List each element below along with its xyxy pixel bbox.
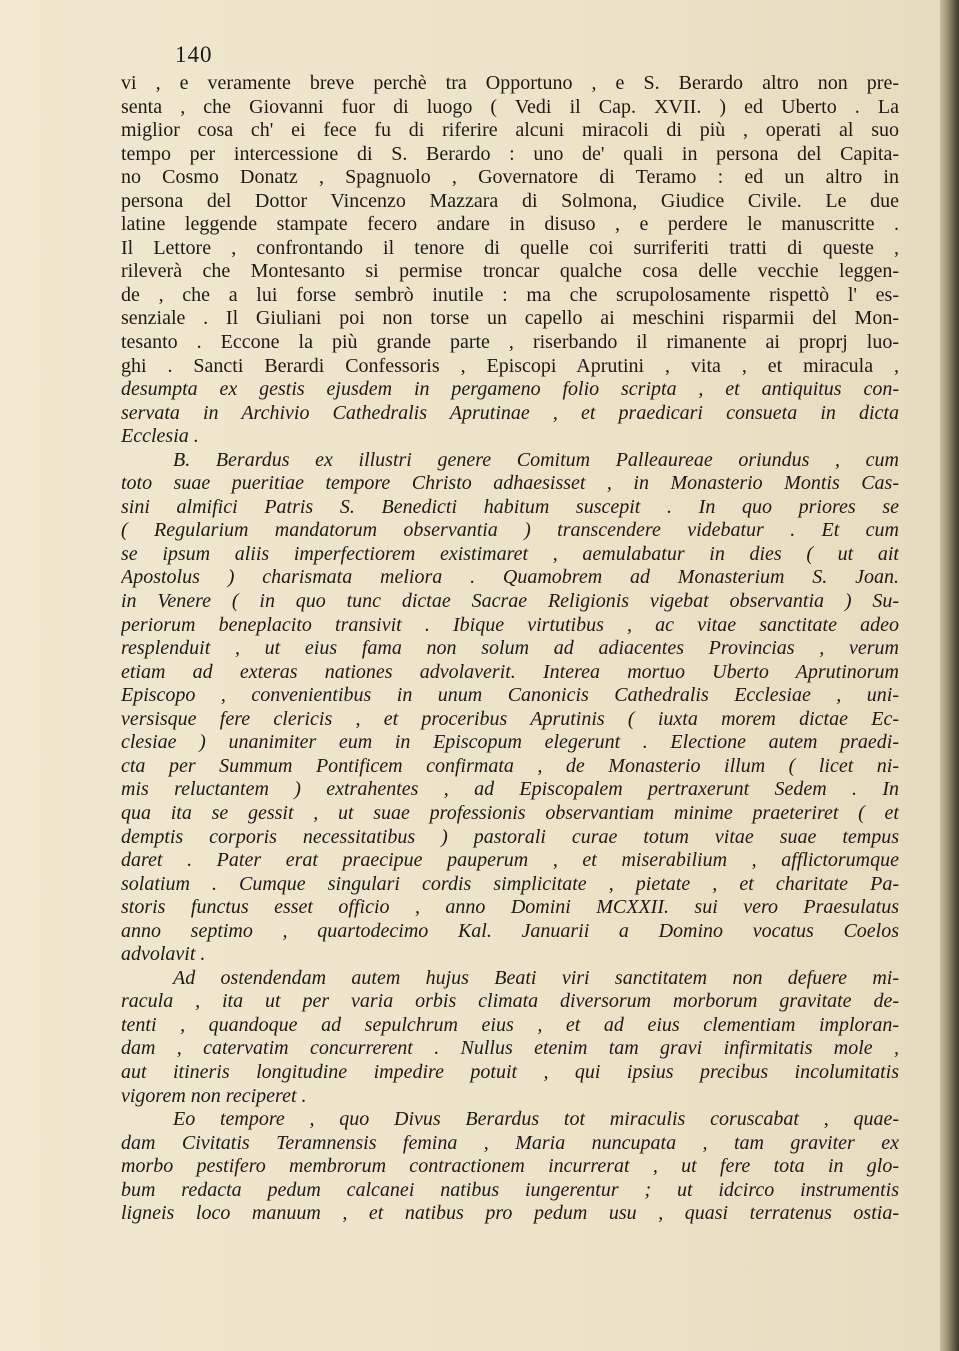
text-line: B. Berardus ex illustri genere Comitum Palleaureae oriundus , cum [173, 448, 899, 471]
text-line: morbo pestifero membrorum contractionem incurrerat , ut fere tota in glo- [121, 1155, 899, 1178]
text-line: Ecclesia . [121, 425, 199, 448]
page-edge-shadow [940, 0, 959, 1351]
text-line: desumpta ex gestis ejusdem in pergameno folio scripta , et antiquitus con- [121, 378, 899, 401]
text-line: versisque fere clericis , et proceribus Aprutinis ( iuxta morem dictae Ec- [121, 707, 899, 730]
text-line: sini almifici Patris S. Benedicti habitum suscepit . In quo priores se [121, 495, 899, 518]
text-line: senta , che Giovanni fuor di luogo ( Vedi il Cap. XVII. ) ed Uberto . La [121, 95, 899, 118]
text-line: tenti , quandoque ad sepulchrum eius , et ad eius clementiam imploran- [121, 1013, 899, 1036]
text-line: racula , ita ut per varia orbis climata diversorum morborum gravitate de- [121, 990, 899, 1013]
text-line: advolavit . [121, 943, 206, 966]
text-line: mis reluctantem ) extrahentes , ad Episcopalem pertraxerunt Sedem . In [121, 778, 899, 801]
text-line: periorum beneplacito transivit . Ibique virtutibus , ac vitae sanctitate adeo [121, 613, 899, 636]
text-line: ghi . Sancti Berardi Confessoris , Episcopi Aprutini , vita , et miracula , [121, 354, 899, 377]
text-line: bum redacta pedum calcanei natibus iungerentur ; ut idcirco instrumentis [121, 1178, 899, 1201]
text-line: demptis corporis necessitatibus ) pastorali curae totum vitae suae tempus [121, 825, 899, 848]
text-line: servata in Archivio Cathedralis Aprutinae , et praedicari consueta in dicta [121, 401, 899, 424]
text-line: toto suae pueritiae tempore Christo adhaesisset , in Monasterio Montis Cas- [121, 472, 899, 495]
text-line: Il Lettore , confrontando il tenore di quelle coi surriferiti tratti di queste , [121, 236, 899, 259]
text-line: clesiae ) unanimiter eum in Episcopum elegerunt . Electione autem praedi- [121, 731, 899, 754]
text-line: ( Regularium mandatorum observantia ) transcendere videbatur . Et cum [121, 519, 899, 542]
text-line: persona del Dottor Vincenzo Mazzara di Solmona, Giudice Civile. Le due [121, 189, 899, 212]
text-line: cta per Summum Pontificem confirmata , de Monasterio illum ( licet ni- [121, 754, 899, 777]
text-line: dam , catervatim concurrerent . Nullus etenim tam gravi infirmitatis mole , [121, 1037, 899, 1060]
text-line: daret . Pater erat praecipue pauperum , et miserabilium , afflictorumque [121, 849, 899, 872]
text-line: dam Civitatis Teramnensis femina , Maria nuncupata , tam graviter ex [121, 1131, 899, 1154]
text-line: qua ita se gessit , ut suae professionis observantiam minime praeteriret ( et [121, 801, 899, 824]
text-line: senziale . Il Giuliani poi non torse un capello ai meschini risparmii del Mon- [121, 307, 899, 330]
page-number: 140 [175, 42, 213, 67]
text-line: Apostolus ) charismata meliora . Quamobrem ad Monasterium S. Joan. [121, 566, 899, 589]
text-line: rileverà che Montesanto si permise troncar qualche cosa delle vecchie leggen- [121, 260, 899, 283]
text-line: tempo per intercessione di S. Berardo : uno de' quali in persona del Capita- [121, 142, 899, 165]
text-line: se ipsum aliis imperfectiorem existimaret , aemulabatur in dies ( ut ait [121, 542, 899, 565]
body-text [121, 72, 899, 1226]
text-line: latine leggende stampate fecero andare in disuso , e perdere le manuscritte . [121, 213, 899, 236]
text-line: storis functus esset officio , anno Domini MCXXII. sui vero Praesulatus [121, 896, 899, 919]
text-line: vi , e veramente breve perchè tra Opportuno , e S. Berardo altro non pre- [121, 72, 899, 94]
text-line: in Venere ( in quo tunc dictae Sacrae Religionis vigebat observantia ) Su- [121, 590, 899, 613]
text-line: de , che a lui forse sembrò inutile : ma che scrupolosamente rispettò l' es- [121, 283, 899, 306]
text-line: Episcopo , convenientibus in unum Canonicis Cathedralis Ecclesiae , uni- [121, 684, 899, 707]
text-line: Ad ostendendam autem hujus Beati viri sanctitatem non defuere mi- [173, 966, 899, 989]
text-line: aut itineris longitudine impedire potuit , qui ipsius precibus incolumitatis [121, 1060, 899, 1083]
text-line: etiam ad exteras nationes advolaverit. Interea mortuo Uberto Aprutinorum [121, 660, 899, 683]
text-line: solatium . Cumque singulari cordis simplicitate , pietate , et charitate Pa- [121, 872, 899, 895]
text-line: resplenduit , ut eius fama non solum ad adiacentes Provincias , verum [121, 637, 899, 660]
text-line: no Cosmo Donatz , Spagnuolo , Governatore di Teramo : ed un altro in [121, 166, 899, 189]
text-line: Eo tempore , quo Divus Berardus tot miraculis coruscabat , quae- [173, 1108, 899, 1131]
text-line: vigorem non reciperet . [121, 1084, 307, 1107]
text-line: miglior cosa ch' ei fece fu di riferire alcuni miracoli di più , operati al suo [121, 119, 899, 142]
text-line: anno septimo , quartodecimo Kal. Januarii a Domino vocatus Coelos [121, 919, 899, 942]
text-line: ligneis loco manuum , et natibus pro pedum usu , quasi terratenus ostia- [121, 1202, 899, 1225]
text-line: tesanto . Eccone la più grande parte , riserbando il rimanente ai proprj luo- [121, 331, 899, 354]
